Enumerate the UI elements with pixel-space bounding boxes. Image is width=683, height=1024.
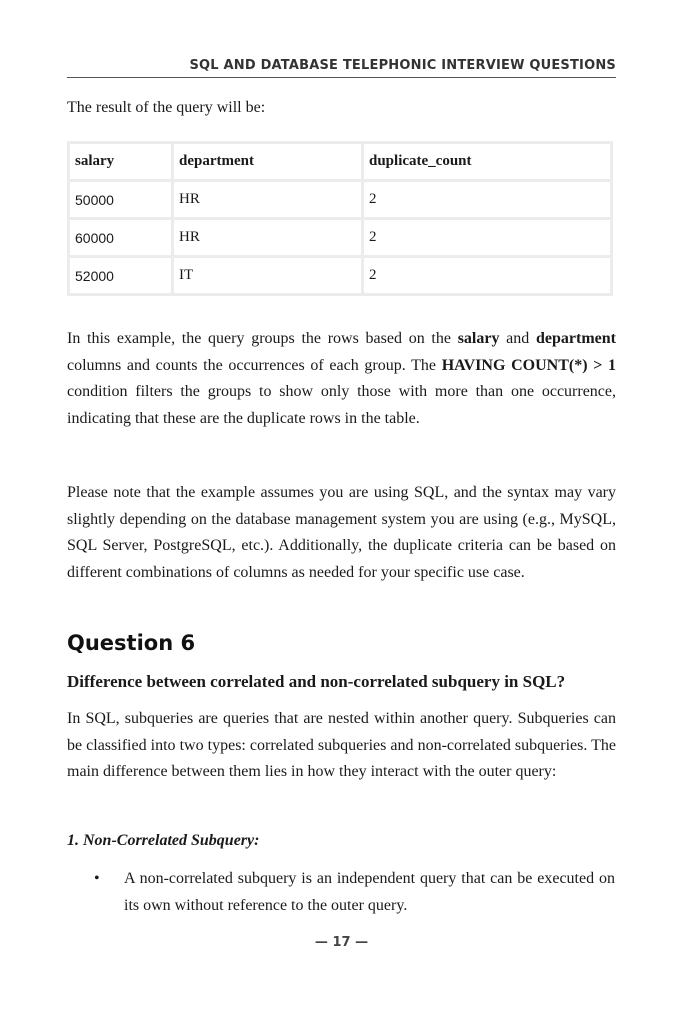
subquery-intro-paragraph: In SQL, subqueries are queries that are nested within another query. Subqueries can be classified into two types: correlated subqueries and non-correlated subqueries. The main difference between them lies in how they interact with the outer query:: [67, 710, 616, 780]
table-row: [69, 219, 612, 257]
cell-duplicate-count: 2: [363, 219, 612, 257]
bullet-icon: •: [94, 870, 100, 887]
cell-department: HR: [173, 181, 363, 219]
cell-duplicate-count: 2: [363, 257, 612, 295]
text-run: and: [499, 330, 537, 347]
bold-term-department: department: [536, 330, 616, 347]
text-run: condition filters the groups to show only those with more than one occurrence, indicating that these are the duplicate rows in the table.: [67, 383, 616, 427]
column-header-salary: salary: [69, 143, 173, 181]
page-number: — 17 —: [314, 935, 369, 950]
table-row: [69, 181, 612, 219]
question-title: Question 6: [67, 631, 196, 655]
text-run: columns and counts the occurrences of each group. The: [67, 356, 442, 374]
running-header: SQL AND DATABASE TELEPHONIC INTERVIEW QUESTIONS: [189, 58, 616, 73]
column-header-duplicate-count: duplicate_count: [363, 143, 612, 181]
cell-salary: 52000: [69, 257, 173, 295]
table-row: [69, 257, 612, 295]
explanation-paragraph: [67, 326, 616, 432]
question-subtitle: Difference between correlated and non-correlated subquery in SQL?: [67, 672, 566, 691]
cell-salary: 50000: [69, 181, 173, 219]
section-heading: 1. Non-Correlated Subquery:: [67, 832, 260, 849]
intro-text: The result of the query will be:: [67, 99, 266, 116]
result-table: [67, 141, 613, 296]
bold-term-salary: salary: [457, 330, 500, 347]
note-paragraph: Please note that the example assumes you are using SQL, and the syntax may vary slightly depending on the database management system you are using (e.g., MySQL, SQL Server, PostgreSQL, etc.). Additionally, the duplicate criteria can be based on different combinations of columns as needed for your specific use case.: [67, 484, 616, 581]
cell-department: HR: [173, 219, 363, 257]
bold-term-having: HAVING COUNT(*) > 1: [441, 356, 616, 374]
bullet-text: A non-correlated subquery is an independent query that can be executed on its own without reference to the outer query.: [124, 870, 615, 914]
cell-duplicate-count: 2: [363, 181, 612, 219]
column-header-department: department: [173, 143, 363, 181]
text-run: In this example, the query groups the rows based on the: [67, 330, 458, 347]
cell-salary: 60000: [69, 219, 173, 257]
header-rule: [67, 77, 616, 78]
cell-department: IT: [173, 257, 363, 295]
table-header-row: [69, 143, 612, 181]
